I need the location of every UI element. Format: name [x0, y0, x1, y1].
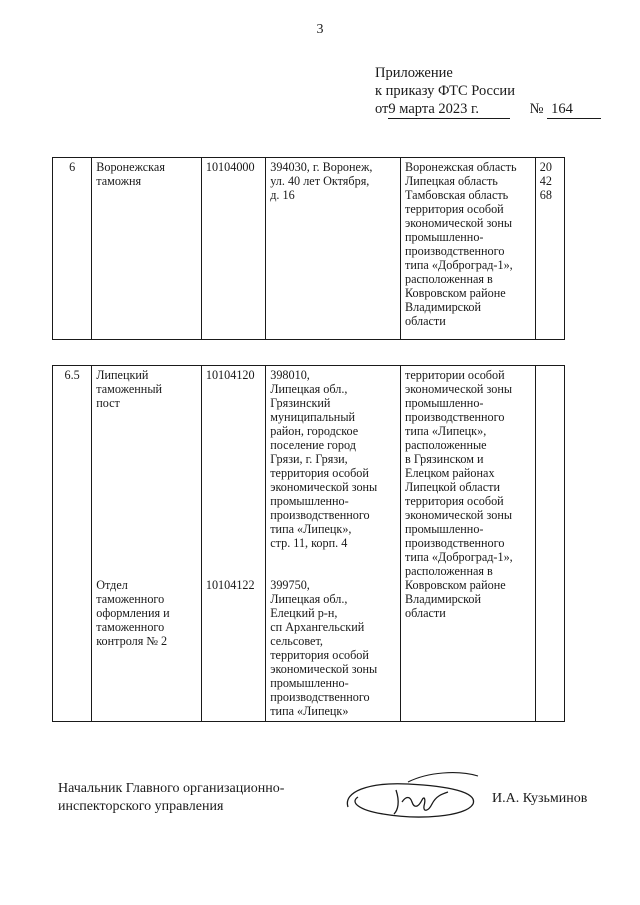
post-code: 10104120 [201, 366, 265, 554]
post-address: 398010, Липецкая обл., Грязинский муниципальный район, городское поселение город Грязи, г. Грязи, территория особой экономической зоны промышленно- производственного типа «Липецк», стр. 11, корп. 4 [266, 366, 401, 554]
table-customs-office [52, 157, 565, 340]
post-region-codes [535, 366, 564, 722]
region-codes: 20 42 68 [535, 158, 564, 340]
position-line-2: инспекторского управления [58, 799, 224, 814]
handwritten-signature [338, 762, 488, 822]
annex-header [375, 64, 601, 119]
page-number: 3 [316, 22, 324, 37]
position-line-1: Начальник Главного организационно- [58, 781, 285, 796]
annex-title: Приложение [375, 65, 453, 81]
table-customs-posts [52, 365, 565, 722]
signatory-name: И.А. Кузьминов [492, 791, 588, 806]
number-prefix: № [529, 101, 544, 117]
table-row [53, 158, 565, 340]
office-code: 10104000 [201, 158, 265, 340]
region-list: Воронежская область Липецкая область Тамбовская область территория особой экономической зоны промышленно- производственного типа «Доброград-1», расположенная в Ковровском районе Владимирской области [401, 158, 536, 340]
order-date: 9 марта 2023 г. [388, 100, 510, 119]
row-number: 6.5 [53, 366, 92, 722]
date-prefix: от [375, 101, 389, 117]
office-name: Воронежская таможня [92, 158, 202, 340]
row-number: 6 [53, 158, 92, 340]
signatory-position [58, 780, 284, 816]
post-region-list: территории особой экономической зоны промышленно- производственного типа «Липецк», расположенные в Грязинском и Елецком районах Липецкой области территория особой экономической зоны промышленно- производственного типа «Доброград-1», расположенная в Ковровском районе Владимирской области [401, 366, 536, 722]
department-code: 10104122 [201, 554, 265, 722]
annex-order: к приказу ФТС России [375, 83, 515, 99]
order-number: 164 [547, 100, 601, 119]
office-address: 394030, г. Воронеж, ул. 40 лет Октября, д. 16 [266, 158, 401, 340]
post-name: Липецкий таможенный пост [92, 366, 202, 554]
department-address: 399750, Липецкая обл., Елецкий р-н, сп Архангельский сельсовет, территория особой экономической зоны промышленно- производственного типа «Липецк» [266, 554, 401, 722]
table-row [53, 366, 565, 554]
department-name: Отдел таможенного оформления и таможенного контроля № 2 [92, 554, 202, 722]
annex-date-line [375, 100, 601, 119]
